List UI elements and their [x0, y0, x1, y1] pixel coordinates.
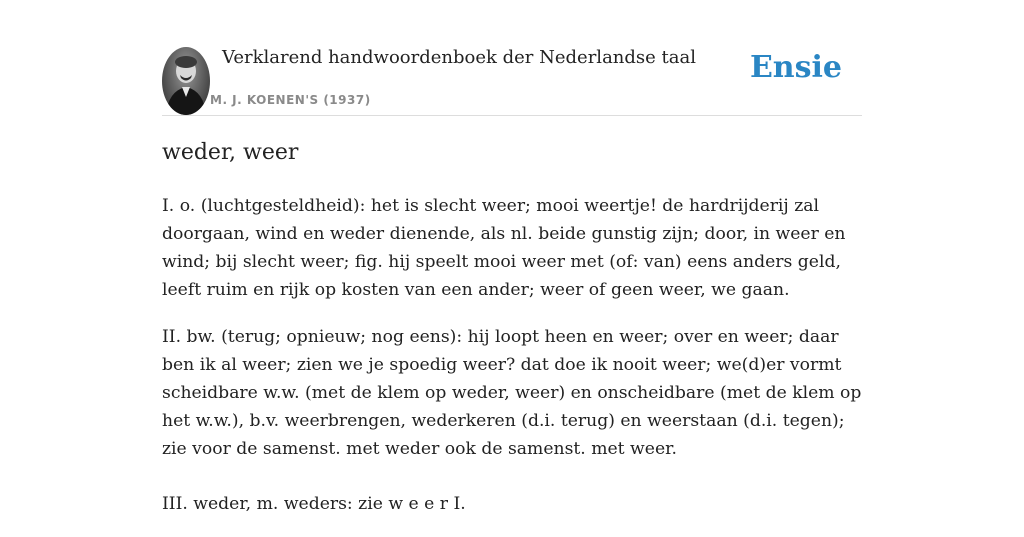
- page: [162, 0, 862, 514]
- author-portrait-icon: [162, 47, 210, 115]
- entry-definitions: [162, 192, 862, 537]
- definition-2: II. bw. (terug; opnieuw; nog eens): hij loopt heen en weer; over en weer; daar ben ik al weer; zien we je spoedig weer? dat doe ik nooit weer; we(d)er vormt scheidbare w.w. (met de klem op weder, weer) en onscheidbare (met de klem op het w.w.), b.v. weerbrengen, wederkeren (d.i. terug) en weerstaan (d.i. tegen); zie voor de samenst. met weder ook de samenst. met weer.: [162, 327, 862, 459]
- definition-3: III. weder, m. weders: zie w e e r I.: [162, 494, 466, 514]
- header: [162, 0, 862, 116]
- book-title[interactable]: Verklarend handwoordenboek der Nederlandse taal: [222, 47, 696, 68]
- brand-logo[interactable]: Ensie: [749, 50, 842, 85]
- definition-1: I. o. (luchtgesteldheid): het is slecht weer; mooi weertje! de hardrijderij zal doorgaan, wind en weder dienende, als nl. beide gunstig zijn; door, in weer en wind; bij slecht weer; fig. hij speelt mooi weer met (of: van) eens anders geld, leeft ruim en rijk op kosten van een ander; weer of geen weer, we gaan.: [162, 196, 846, 300]
- book-author: M. J. KOENEN'S (1937): [210, 93, 371, 107]
- entry-headword: weder, weer: [162, 140, 299, 165]
